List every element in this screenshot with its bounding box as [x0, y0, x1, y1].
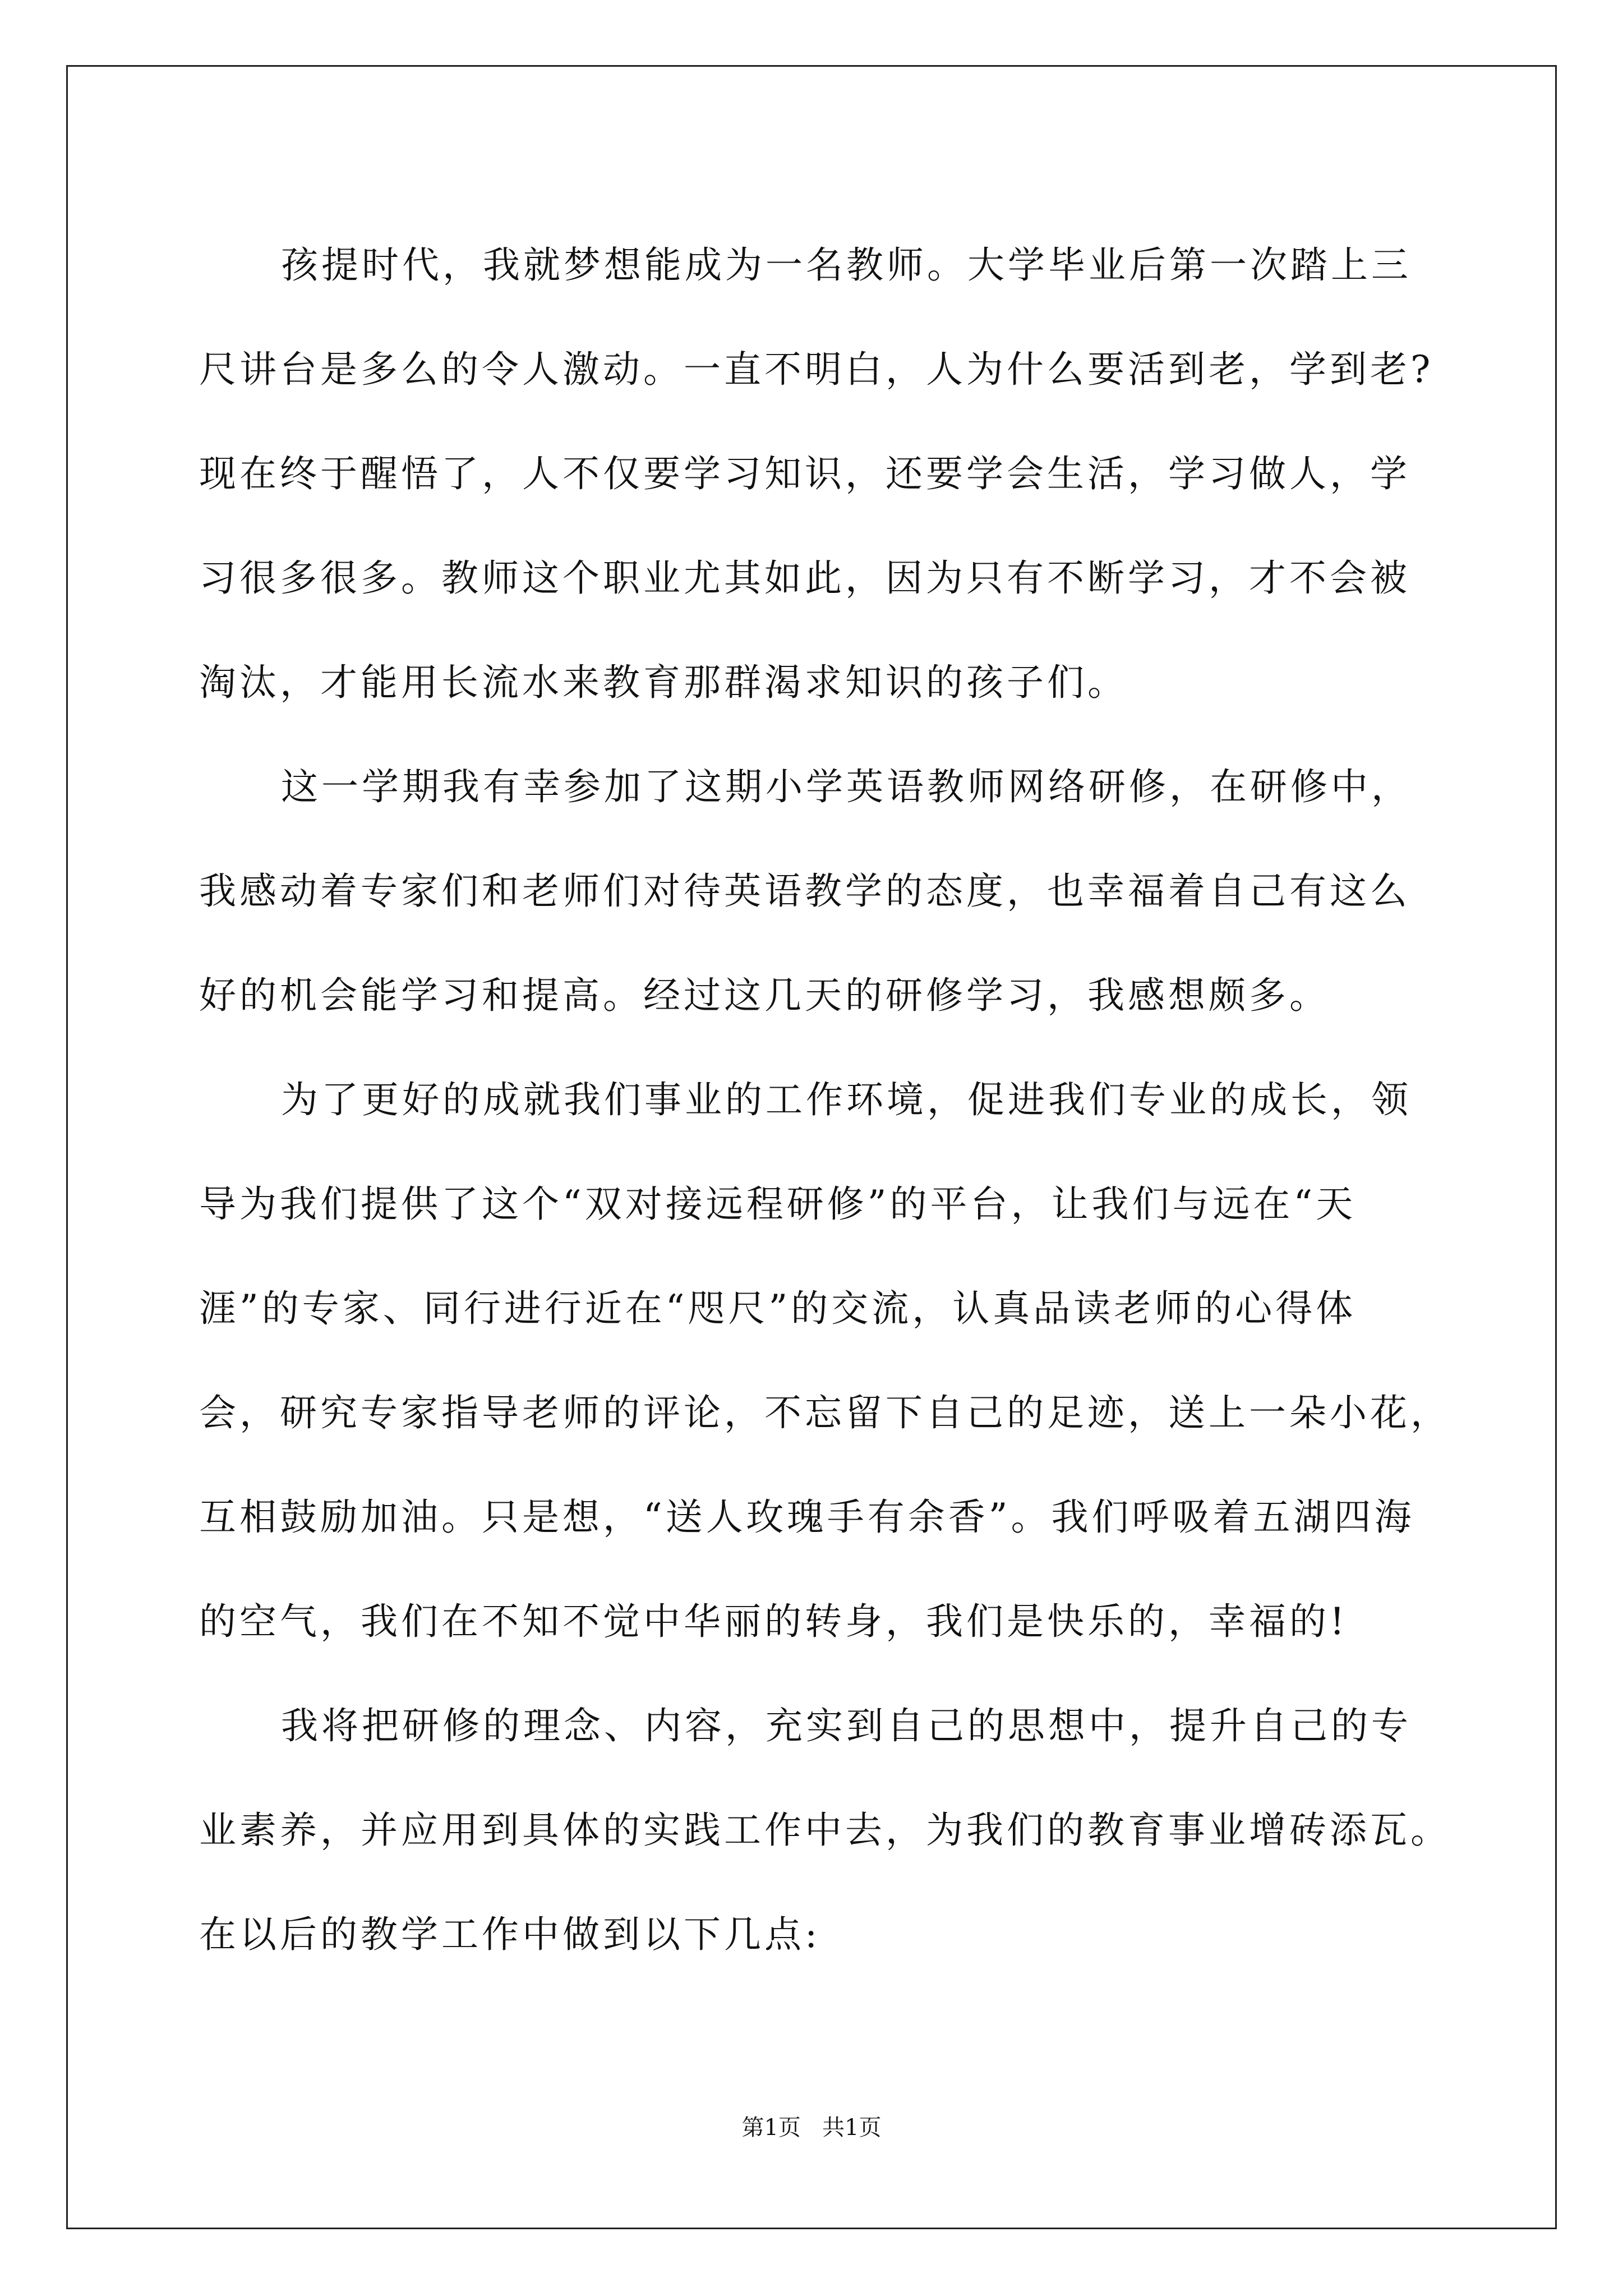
text-line: 在以后的教学工作中做到以下几点: — [199, 1913, 821, 1956]
text-line: 尺讲台是多么的令人激动。一直不明白，人为什么要活到老，学到老? — [199, 348, 1434, 391]
page-number-footer: 第1页 共1页 — [741, 2115, 882, 2141]
text-line: 互相鼓励加油。只是想，“送人玫瑰手有余香”。我们呼吸着五湖四海 — [199, 1496, 1415, 1539]
text-line: 这一学期我有幸参加了这期小学英语教师网络研修，在研修中， — [281, 765, 1412, 808]
text-line: 孩提时代，我就梦想能成为一名教师。大学毕业后第一次踏上三 — [281, 243, 1412, 287]
text-line: 好的机会能学习和提高。经过这几天的研修学习，我感想颇多。 — [199, 974, 1330, 1017]
text-line: 我将把研修的理念、内容，充实到自己的思想中，提升自己的专 — [281, 1704, 1412, 1747]
text-line: 习很多很多。教师这个职业尤其如此，因为只有不断学习，才不会被 — [199, 556, 1410, 600]
text-line: 导为我们提供了这个“双对接远程研修”的平台，让我们与远在“天 — [199, 1182, 1357, 1226]
text-line: 我感动着专家们和老师们对待英语教学的态度，也幸福着自己有这么 — [199, 869, 1410, 913]
text-line: 会，研究专家指导老师的评论，不忘留下自己的足迹，送上一朵小花， — [199, 1391, 1451, 1434]
text-line: 涯”的专家、同行进行近在“咫尺”的交流，认真品读老师的心得体 — [199, 1287, 1357, 1330]
text-line: 业素养，并应用到具体的实践工作中去，为我们的教育事业增砖添瓦。 — [199, 1809, 1451, 1852]
text-line: 的空气，我们在不知不觉中华丽的转身，我们是快乐的，幸福的! — [199, 1600, 1348, 1643]
text-line: 为了更好的成就我们事业的工作环境，促进我们专业的成长，领 — [281, 1078, 1412, 1121]
text-line: 淘汰，才能用长流水来教育那群渴求知识的孩子们。 — [199, 661, 1128, 704]
document-body — [199, 213, 1455, 1987]
text-line: 现在终于醒悟了，人不仅要学习知识，还要学会生活，学习做人，学 — [199, 452, 1410, 495]
